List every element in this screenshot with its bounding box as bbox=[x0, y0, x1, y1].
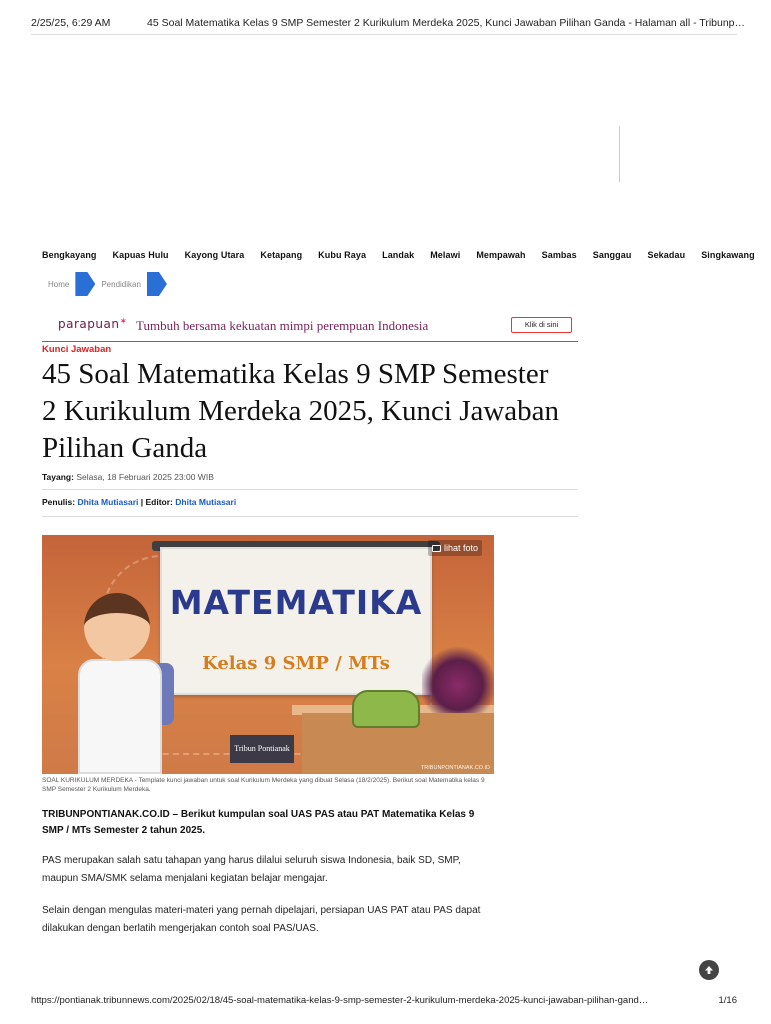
image-watermark: TRIBUNPONTIANAK.CO.ID bbox=[420, 765, 490, 771]
article-category[interactable]: Kunci Jawaban bbox=[42, 344, 112, 355]
promo-cta-button[interactable]: Klik di sini bbox=[511, 317, 572, 333]
camera-icon bbox=[432, 545, 441, 552]
hero-image[interactable] bbox=[42, 535, 494, 774]
header-divider bbox=[31, 34, 737, 35]
page-number: 1/16 bbox=[718, 995, 737, 1006]
breadcrumb-label: Home bbox=[48, 279, 70, 289]
breadcrumb-arrow-icon bbox=[147, 272, 167, 296]
view-photo-label: lihat foto bbox=[444, 543, 479, 553]
scroll-to-top-button[interactable] bbox=[699, 960, 719, 980]
parapuan-logo: parapuan✶ bbox=[58, 317, 128, 331]
article-lead: TRIBUNPONTIANAK.CO.ID – Berikut kumpulan soal UAS PAS atau PAT Matematika Kelas 9 SMP / MTs Semester 2 tahun 2025. bbox=[42, 809, 475, 836]
region-link[interactable]: Kubu Raya bbox=[318, 250, 367, 260]
meta-divider bbox=[42, 516, 578, 517]
publish-label: Tayang bbox=[42, 472, 72, 482]
promo-banner[interactable] bbox=[42, 312, 578, 342]
region-link[interactable]: Ketapang bbox=[260, 250, 303, 260]
breadcrumb-category[interactable] bbox=[95, 272, 167, 296]
region-link[interactable]: Landak bbox=[382, 250, 415, 260]
tribun-logo: Tribun Pontianak bbox=[230, 735, 294, 763]
print-page-title: 45 Soal Matematika Kelas 9 SMP Semester 2 Kurikulum Merdeka 2025, Kunci Jawaban Pilihan Ganda - Halaman all - Tribunp… bbox=[147, 17, 746, 29]
author-line: Penulis: Dhita Mutiasari | Editor: Dhita Mutiasari bbox=[42, 497, 237, 507]
article-paragraph: Selain dengan mengulas materi-materi yang pernah dipelajari, persiapan UAS PAT atau PAS dapat dilakukan dengan berlatih mengerjakan contoh soal PAS/UAS. bbox=[42, 905, 481, 934]
backpack-illustration bbox=[352, 690, 420, 728]
region-nav bbox=[42, 250, 755, 264]
view-photo-button[interactable] bbox=[428, 540, 482, 556]
writer-label: Penulis: bbox=[42, 497, 76, 507]
region-link[interactable]: Sambas bbox=[541, 250, 577, 260]
region-link[interactable]: Sanggau bbox=[592, 250, 632, 260]
student-illustration bbox=[78, 659, 162, 774]
breadcrumb-arrow-icon bbox=[75, 272, 95, 296]
print-url: https://pontianak.tribunnews.com/2025/02/18/45-soal-matematika-kelas-9-smp-semester-2-kurikulum-merdeka-2025-kunci-jawaban-pilihan-gand… bbox=[31, 995, 649, 1006]
region-link[interactable]: Sekadau bbox=[647, 250, 686, 260]
plant-illustration bbox=[422, 643, 494, 713]
editor-label: Editor: bbox=[145, 497, 173, 507]
ad-slot-divider bbox=[619, 126, 620, 182]
breadcrumb-home[interactable] bbox=[42, 272, 95, 296]
region-link[interactable]: Melawi bbox=[430, 250, 461, 260]
region-link[interactable]: Kapuas Hulu bbox=[112, 250, 169, 260]
print-header bbox=[31, 15, 746, 35]
region-link[interactable]: Bengkayang bbox=[42, 250, 97, 260]
publish-info: Tayang: Selasa, 18 Februari 2025 23:00 WIB bbox=[42, 472, 214, 482]
arrow-up-circle-icon bbox=[703, 964, 715, 976]
region-link[interactable]: Singkawang bbox=[701, 250, 755, 260]
promo-tagline: Tumbuh bersama kekuatan mimpi perempuan Indonesia bbox=[136, 318, 429, 333]
print-footer bbox=[31, 995, 737, 1009]
writer-link[interactable]: Dhita Mutiasari bbox=[77, 497, 139, 507]
region-link[interactable]: Mempawah bbox=[476, 250, 526, 260]
article-paragraph: PAS merupakan salah satu tahapan yang harus dilalui seluruh siswa Indonesia, baik SD, SMP, maupun SMA/SMK selama menjalani kegiatan belajar mengajar. bbox=[42, 855, 461, 884]
editor-link[interactable]: Dhita Mutiasari bbox=[175, 497, 237, 507]
meta-divider bbox=[42, 489, 578, 490]
breadcrumb bbox=[42, 272, 167, 296]
breadcrumb-label: Pendidikan bbox=[101, 279, 141, 289]
publish-date: Selasa, 18 Februari 2025 23:00 WIB bbox=[76, 472, 214, 482]
image-caption: SOAL KURIKULUM MERDEKA - Template kunci jawaban untuk soal Kurikulum Merdeka yang dibuat Selasa (18/2/2025). Berikut soal Matematika kelas 9 SMP Semester 2 Kurikulum Merdeka. bbox=[42, 777, 485, 793]
region-link[interactable]: Kayong Utara bbox=[184, 250, 245, 260]
article-title: 45 Soal Matematika Kelas 9 SMP Semester 2 Kurikulum Merdeka 2025, Kunci Jawaban Pilihan Ganda bbox=[42, 358, 560, 464]
hero-title: MATEMATIKA bbox=[169, 583, 423, 622]
print-timestamp: 2/25/25, 6:29 AM bbox=[31, 17, 111, 29]
hero-subtitle: Kelas 9 SMP / MTs bbox=[202, 653, 390, 674]
